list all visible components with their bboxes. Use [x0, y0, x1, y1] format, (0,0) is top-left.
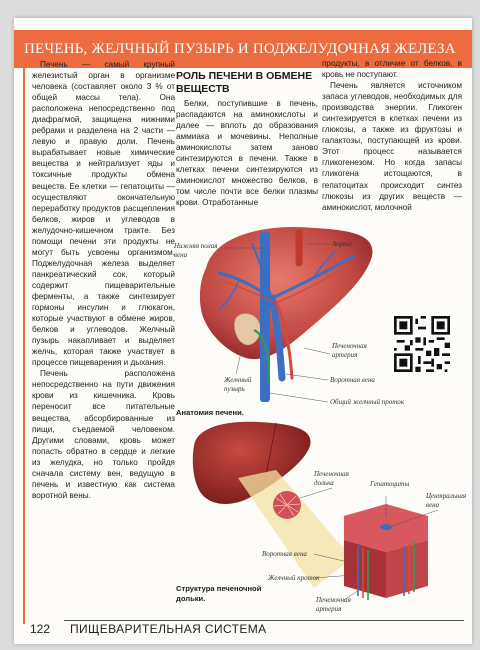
label-hepatocytes: Гепатоциты [370, 480, 410, 488]
label-aorta: Аорта [332, 240, 352, 248]
label-hepatic-artery: Печеночная артерия [332, 342, 367, 359]
carb-paragraph-1: продукты, в отличие от белков, в кровь не поступают. [322, 59, 462, 80]
label-lobule-bile-duct: Желчный проток [268, 574, 320, 582]
label-portal-vein: Воротная вена [330, 376, 375, 384]
qr-code[interactable] [394, 316, 450, 372]
carb-paragraph-2: Печень является источником запаса углеводов, необходимых для производства энергии. Гликоген синтезируется в клетках печени из глюкозы, а также из фруктозы и галактозы, поступающей из крови. Этот процесс называется гликогенезом. Но когда запасы гликогена истощаются, в гепатоцитах происходит синтез глюкозы из других веществ — аминокислот, молочной [322, 81, 462, 212]
magnify-cone [238, 470, 352, 588]
section-title: РОЛЬ ПЕЧЕНИ В ОБМЕНЕ ВЕЩЕСТВ [176, 70, 313, 95]
intro-paragraph-2: Печень расположена непосредственно на пути движения крови из кишечника. Кровь переносит все питательные вещества, абсорбированные из пищи, съедаемой человеком. Другими словами, кровь может попасть обратно в сердце и легкие из желудка, но только пройдя сначала систему вен, ведущую в печень и известную как система воротной вены. [32, 369, 175, 500]
chapter-header: ПЕЧЕНЬ, ЖЕЛЧНЫЙ ПУЗЫРЬ И ПОДЖЕЛУДОЧНАЯ ЖЕЛЕЗА [14, 30, 472, 68]
intro-paragraph-1: Печень — самый крупный железистый орган в организме человека (составляет около 3 % от общей массы тела). Она расположена непосредственно под диафрагмой, защищена нижними ребрами и разделена на 2 части — левую и правую доли. Печень вырабатывает новые химические вещества и нейтрализует яды и токсичные продукты обмена веществ. Ее клетки — гепатоциты — осуществляют окончательную переработку продуктов расщепления белков, жиров и углеводов в желудочно-кишечном тракте. Без помощи печени эти продукты не могут быть усвоены организмом. Поджелудочная железа выделяет панкреатический сок, который содержит пищеварительные ферменты, а также синтезирует гормоны инсулин и глюкагон, которые участвуют в обмене жиров, белков и углеводов. Желчный пузырь накапливает и выделяет желчь, которая также участвует в процессе пищеварения и дыхания. [32, 60, 175, 368]
page-number: 122 [30, 622, 51, 636]
label-ivc: Нижняя полая вена [174, 242, 218, 259]
label-lobule-hepatic-artery: Печеночная артерия [316, 596, 351, 613]
label-bile-duct: Общий желчный проток [330, 398, 405, 406]
book-page [14, 18, 472, 644]
footer-rule [64, 620, 464, 621]
metabolism-paragraph: Белки, поступившие в печень, распадаются на аминокислоты и далее — вплоть до образования аммиака и мочевины. Неполные аминокислоты затем заново синтезируются в печени. Также в клетках печени синтезируются из аминокислот множество белков, в том числе почти все белки плазмы крови. Отработанные [176, 99, 318, 208]
fig2-caption: Структура печеночной дольки. [176, 584, 262, 603]
label-lobule: Печеночная долька [314, 470, 349, 487]
footer-section-title: ПИЩЕВАРИТЕЛЬНАЯ СИСТЕМА [70, 622, 267, 636]
label-gallbladder: Желчный пузырь [224, 376, 252, 393]
label-central-vein: Центральная вена [426, 492, 467, 509]
fig1-caption: Анатомия печени. [176, 408, 244, 417]
label-lobule-portal-vein: Воротная вена [262, 550, 307, 558]
hex-lobule [344, 504, 428, 600]
